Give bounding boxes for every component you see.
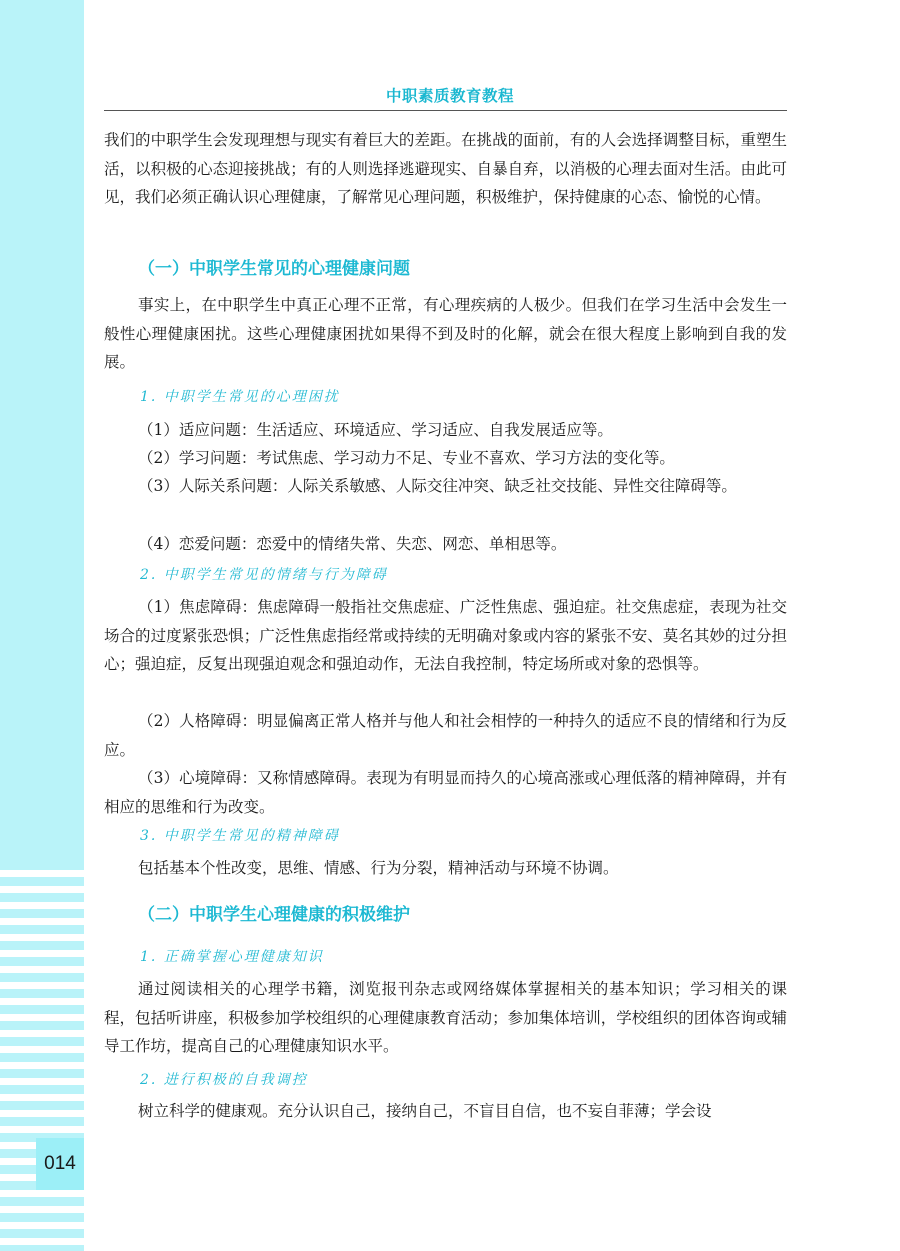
section-2-paragraph-cont: 树立科学的健康观。充分认识自己，接纳自己，不盲目自信，也不妄自菲薄；学会设 (138, 1102, 712, 1120)
list-item: （3）心境障碍：又称情感障碍。表现为有明显而持久的心境高涨或心理低落的精神障碍，并有相应的思维和行为改变。 (104, 769, 787, 816)
running-header-title: 中职素质教育教程 (385, 87, 514, 105)
section-heading-1: （一）中职学生常见的心理健康问题 (138, 259, 410, 279)
subheading-1-1: 1. 中职学生常见的心理困扰 (140, 389, 340, 405)
list-item: （3）人际关系问题：人际关系敏感、人际交往冲突、缺乏社交技能、异性交往障碍等。 (138, 477, 737, 495)
list-item: （2）人格障碍：明显偏离正常人格并与他人和社会相悖的一种持久的适应不良的情绪和行为反应。 (104, 712, 787, 759)
list-item: 包括基本个性改变，思维、情感、行为分裂，精神活动与环境不协调。 (138, 859, 619, 877)
header-divider (104, 110, 787, 111)
intro-paragraph: 我们的中职学生会发现理想与现实有着巨大的差距。在挑战的面前，有的人会选择调整目标，重塑生活，以积极的心态迎接挑战；有的人则选择逃避现实、自暴自弃，以消极的心理去面对生活。由此可见，我们必须正确认识心理健康，了解常见心理问题，积极维护，保持健康的心态、愉悦的心情。 (104, 131, 787, 207)
section-2-paragraph: 通过阅读相关的心理学书籍，浏览报刊杂志或网络媒体掌握相关的基本知识；学习相关的课程，包括听讲座，积极参加学校组织的心理健康教育活动；参加集体培训，学校组织的团体咨询或辅导工作坊，提高自己的心理健康知识水平。 (104, 980, 787, 1056)
subheading-2-1: 1. 正确掌握心理健康知识 (140, 949, 324, 965)
page-number: 014 (36, 1138, 84, 1190)
subheading-1-3: 3. 中职学生常见的精神障碍 (140, 828, 340, 844)
left-margin-stripes (0, 870, 84, 1251)
section-heading-2: （二）中职学生心理健康的积极维护 (138, 905, 410, 925)
list-item: （2）学习问题：考试焦虑、学习动力不足、专业不喜欢、学习方法的变化等。 (138, 449, 675, 467)
list-item: （1）适应问题：生活适应、环境适应、学习适应、自我发展适应等。 (138, 421, 613, 439)
list-item: （1）焦虑障碍：焦虑障碍一般指社交焦虑症、广泛性焦虑、强迫症。社交焦虑症，表现为社交场合的过度紧张恐惧；广泛性焦虑指经常或持续的无明确对象或内容的紧张不安、莫名其妙的过分担心；强迫症，反复出现强迫观念和强迫动作，无法自我控制，特定场所或对象的恐惧等。 (104, 598, 787, 674)
list-item: （4）恋爱问题：恋爱中的情绪失常、失恋、网恋、单相思等。 (138, 535, 567, 553)
section-1-paragraph: 事实上，在中职学生中真正心理不正常，有心理疾病的人极少。但我们在学习生活中会发生一般性心理健康困扰。这些心理健康困扰如果得不到及时的化解，就会在很大程度上影响到自我的发展。 (104, 296, 787, 372)
subheading-2-2: 2. 进行积极的自我调控 (140, 1072, 308, 1088)
subheading-1-2: 2. 中职学生常见的情绪与行为障碍 (140, 567, 388, 583)
